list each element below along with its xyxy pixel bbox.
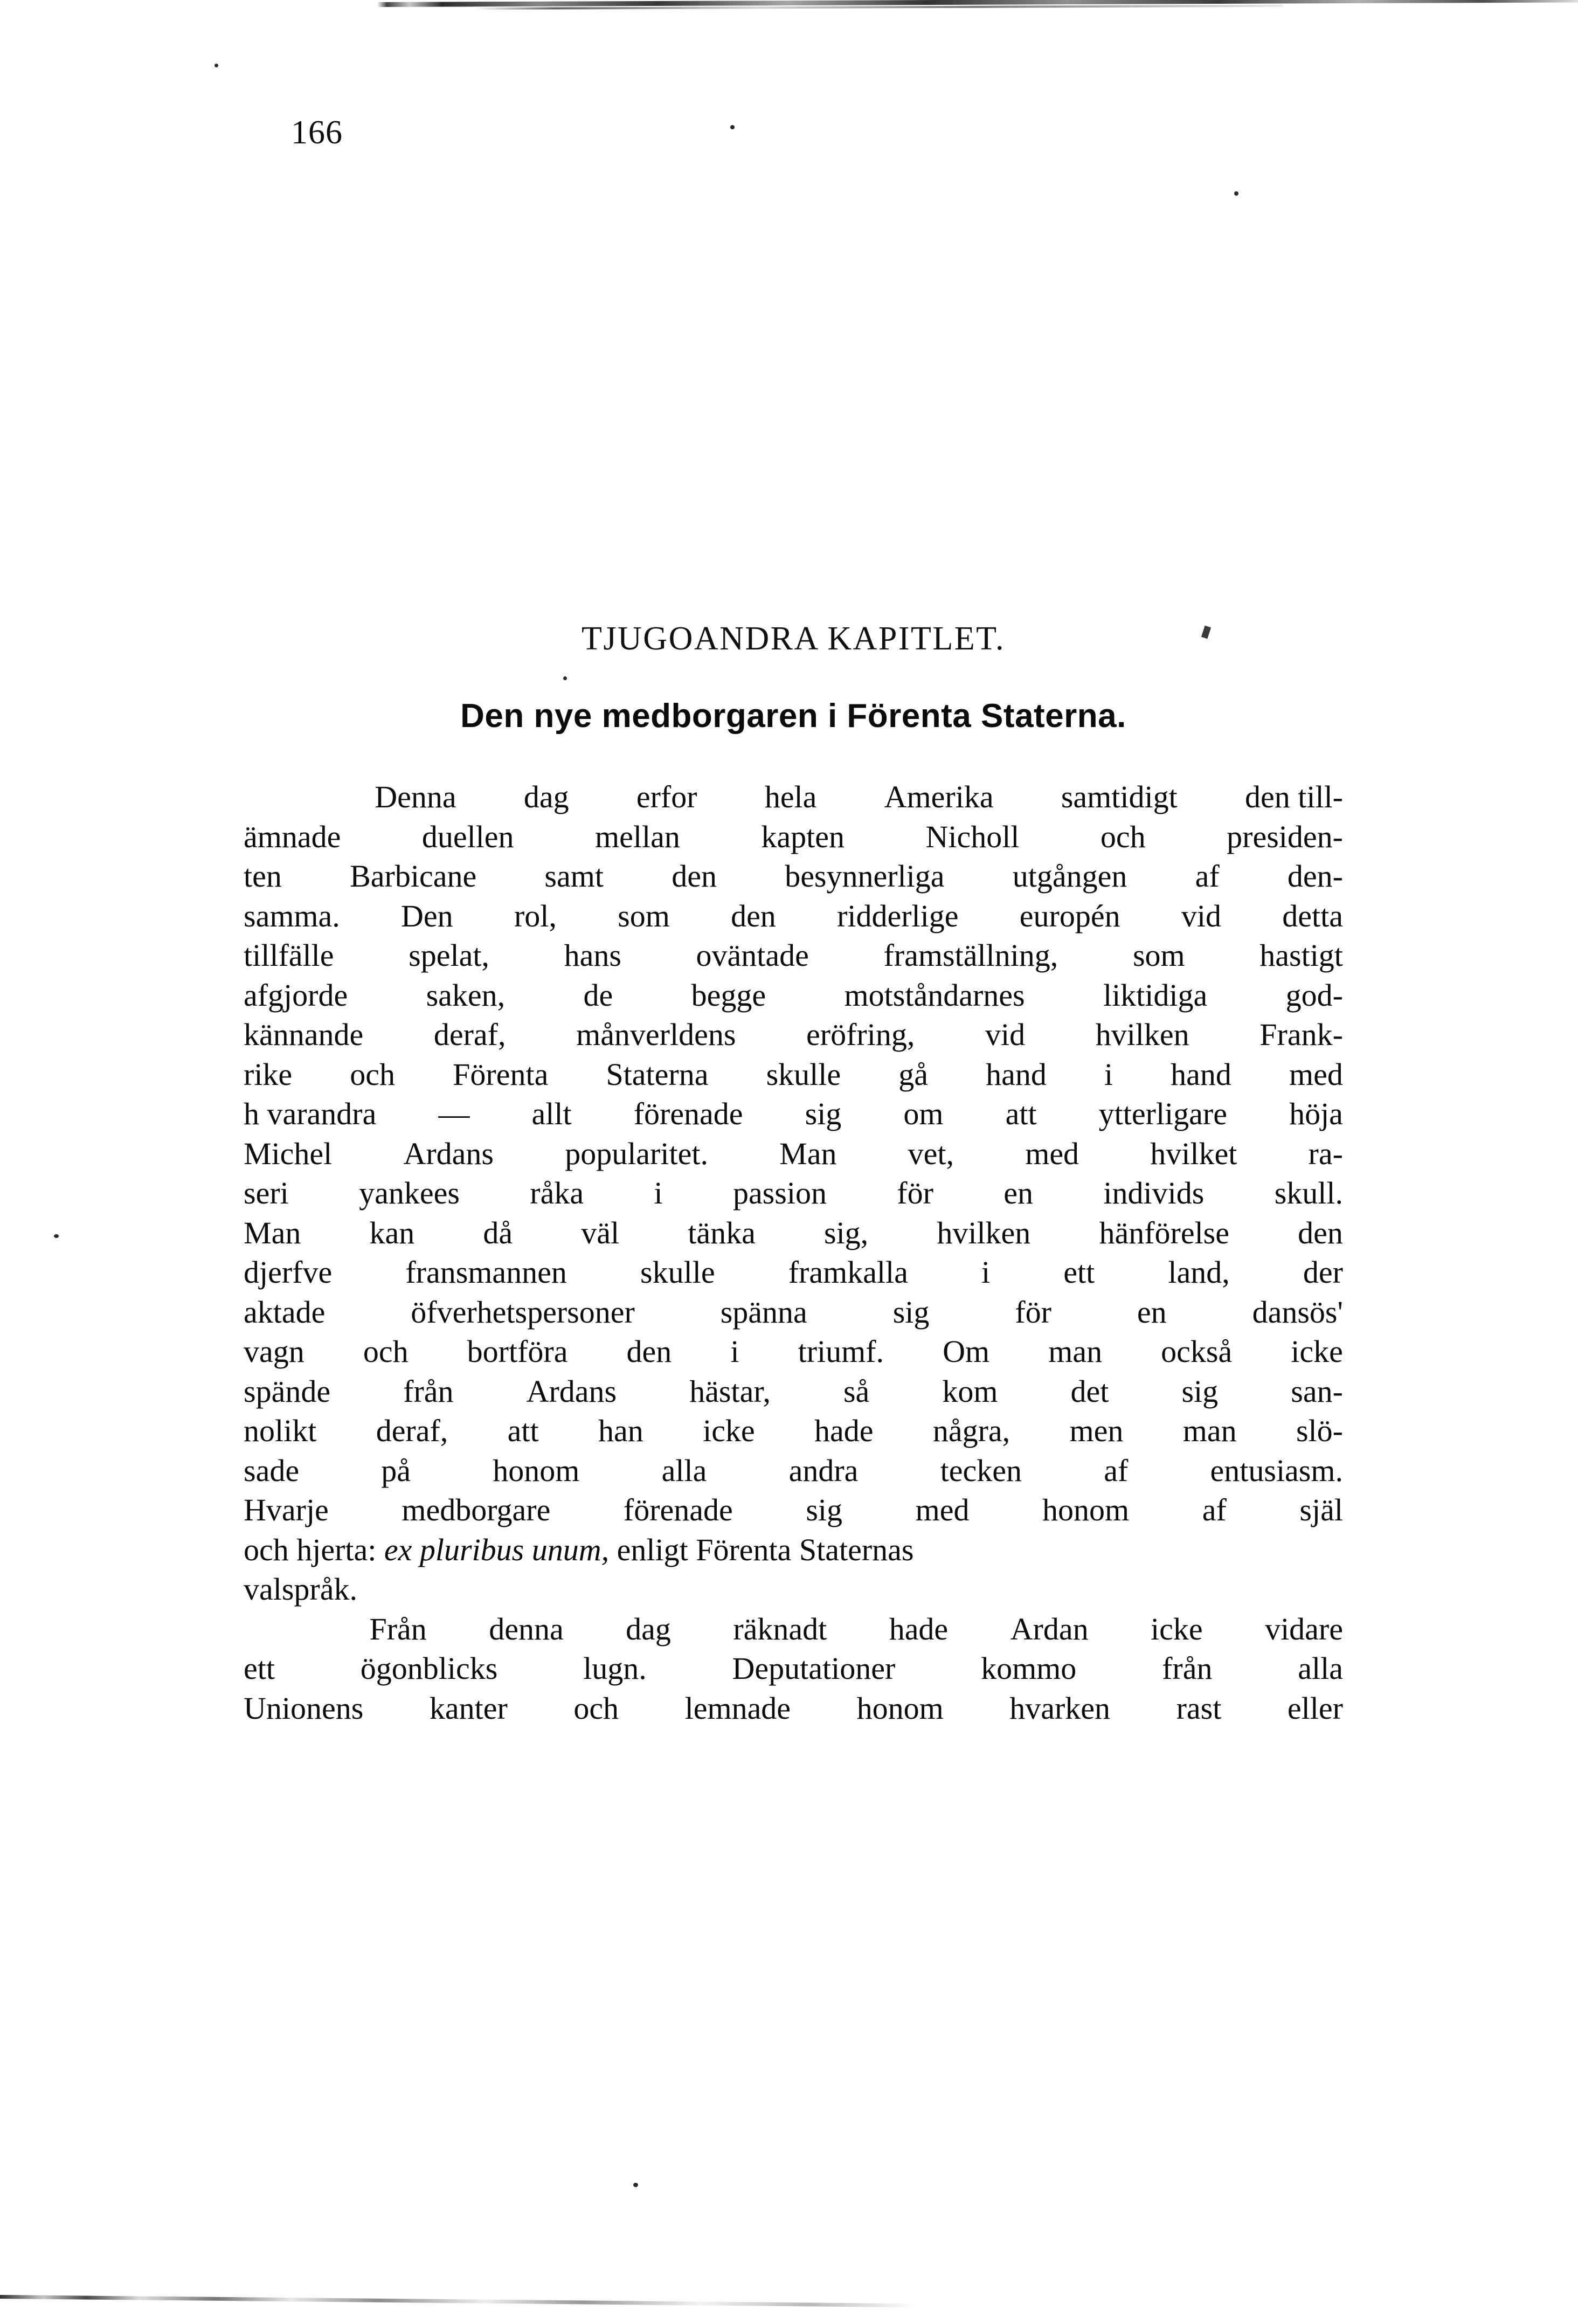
- word: erfor: [636, 779, 697, 814]
- word: hade: [889, 1611, 949, 1647]
- word: oväntade: [696, 938, 809, 973]
- word: spänna: [720, 1294, 807, 1330]
- word: Man: [244, 1215, 301, 1250]
- word: hänförelse: [1099, 1215, 1229, 1250]
- word: denna: [489, 1611, 564, 1647]
- word: tänka: [688, 1215, 756, 1250]
- word: tecken: [940, 1452, 1022, 1488]
- word: han: [598, 1413, 643, 1448]
- word: god-: [1285, 977, 1343, 1013]
- word: kan: [369, 1215, 415, 1250]
- word: med: [1289, 1056, 1343, 1092]
- text-line: [244, 1094, 1343, 1134]
- word: Denna: [375, 779, 456, 814]
- word: och hjerta:: [244, 1532, 384, 1567]
- word: Hvarje: [244, 1492, 329, 1527]
- text-line: [244, 1173, 1343, 1213]
- word: den: [1298, 1215, 1343, 1250]
- word: entusiasm.: [1210, 1452, 1343, 1488]
- word: kännande: [244, 1017, 364, 1052]
- word: vagn: [244, 1334, 304, 1369]
- word: hastigt: [1259, 938, 1343, 973]
- word: honom: [856, 1690, 944, 1726]
- word: icke: [1151, 1611, 1203, 1647]
- text-line: [244, 936, 1343, 976]
- word: eröfring,: [806, 1017, 915, 1052]
- word: skulle: [766, 1056, 841, 1092]
- word: månverldens: [576, 1017, 736, 1052]
- word: också: [1161, 1334, 1233, 1369]
- word: medborgare: [402, 1492, 551, 1527]
- word: vidare: [1265, 1611, 1343, 1647]
- word: popularitet.: [565, 1136, 708, 1171]
- word: och: [350, 1056, 396, 1092]
- latin-motto-italic: ex pluribus unum,: [384, 1532, 610, 1567]
- word: valspråk.: [244, 1572, 357, 1607]
- word: besynnerliga: [785, 859, 945, 894]
- word: ridderlige: [837, 898, 959, 933]
- word: och: [573, 1690, 619, 1726]
- word: då: [483, 1215, 513, 1250]
- word: Unionens: [244, 1690, 364, 1726]
- word: framställning,: [883, 938, 1058, 973]
- word: sig: [1181, 1373, 1219, 1409]
- word: af: [1202, 1492, 1227, 1527]
- word: höja: [1289, 1096, 1343, 1131]
- word: hand: [1171, 1056, 1231, 1092]
- word: förenade: [623, 1492, 733, 1527]
- text-line: [244, 1213, 1343, 1253]
- word: Ardans: [403, 1136, 494, 1171]
- word: ra-: [1308, 1136, 1343, 1171]
- word: skulle: [640, 1255, 715, 1290]
- paragraph-indent: [244, 1609, 307, 1649]
- text-line: [244, 1490, 1343, 1530]
- word: ett: [244, 1651, 275, 1686]
- word: man: [1048, 1334, 1103, 1369]
- text-line: [244, 896, 1343, 936]
- word: sig: [892, 1294, 930, 1330]
- scan-speck: [1234, 191, 1238, 196]
- word: presiden-: [1227, 819, 1343, 854]
- word: några,: [932, 1413, 1011, 1448]
- word: kom: [942, 1373, 998, 1409]
- word: sig: [805, 1096, 842, 1131]
- word: Ardans: [526, 1373, 617, 1409]
- text-line: [244, 1411, 1343, 1451]
- text-block: [244, 620, 1343, 1728]
- word: i: [1104, 1056, 1113, 1092]
- word: aktade: [244, 1294, 326, 1330]
- word: allt: [531, 1096, 572, 1131]
- word: att: [1005, 1096, 1037, 1131]
- word: tillfälle: [244, 938, 334, 973]
- word: spelat,: [409, 938, 489, 973]
- word: mellan: [595, 819, 680, 854]
- word: sade: [244, 1452, 300, 1488]
- word: gå: [898, 1056, 928, 1092]
- text-line: [244, 1015, 1343, 1055]
- word: Förenta: [453, 1056, 549, 1092]
- word: san-: [1291, 1373, 1343, 1409]
- word: öfverhetspersoner: [411, 1294, 635, 1330]
- word: den: [626, 1334, 672, 1369]
- word: Staterna: [606, 1056, 709, 1092]
- word: det: [1070, 1373, 1109, 1409]
- word: men: [1069, 1413, 1124, 1448]
- word: själ: [1299, 1492, 1343, 1527]
- paragraph-indent: [244, 777, 307, 817]
- text-line: [244, 1292, 1343, 1332]
- word: med: [915, 1492, 970, 1527]
- word: Från: [369, 1611, 427, 1647]
- word: kommo: [981, 1651, 1077, 1686]
- word: spände: [244, 1373, 331, 1409]
- word: vid: [1181, 898, 1221, 933]
- word: duellen: [421, 819, 514, 854]
- paragraph-one: [244, 777, 1343, 1609]
- word: individs: [1103, 1175, 1205, 1211]
- word: från: [403, 1373, 454, 1409]
- word: samma.: [244, 898, 340, 933]
- text-line: [244, 817, 1343, 857]
- scan-speck: [730, 125, 735, 129]
- word: alla: [1298, 1651, 1343, 1686]
- word: ytterligare: [1098, 1096, 1227, 1131]
- word: en: [1137, 1294, 1167, 1330]
- word: liktidiga: [1103, 977, 1208, 1013]
- word: hela: [764, 779, 817, 814]
- word: råka: [530, 1175, 584, 1211]
- text-line: [244, 1253, 1343, 1292]
- word: saken,: [426, 977, 506, 1013]
- word: andra: [788, 1452, 859, 1488]
- word: deraf,: [433, 1017, 506, 1052]
- word: lugn.: [583, 1651, 647, 1686]
- word: dag: [626, 1611, 671, 1647]
- word: der: [1303, 1255, 1343, 1290]
- word: h varandra: [244, 1096, 377, 1131]
- word: ögonblicks: [360, 1651, 498, 1686]
- text-line-latin-motto: [244, 1530, 1343, 1570]
- word: triumf.: [798, 1334, 884, 1369]
- word: sig,: [824, 1215, 869, 1250]
- word: motståndarnes: [844, 977, 1025, 1013]
- word: afgjorde: [244, 977, 348, 1013]
- word: vet,: [908, 1136, 954, 1171]
- word: hans: [564, 938, 621, 973]
- word: hvilken: [1095, 1017, 1189, 1052]
- word: hade: [814, 1413, 874, 1448]
- word: med: [1025, 1136, 1079, 1171]
- word: som: [618, 898, 670, 933]
- word: Nicholl: [925, 819, 1020, 854]
- word: slö-: [1296, 1413, 1343, 1448]
- text-line: [244, 1451, 1343, 1491]
- word: för: [897, 1175, 933, 1211]
- word: Ardan: [1010, 1611, 1089, 1647]
- word: och: [363, 1334, 409, 1369]
- word: hästar,: [689, 1373, 771, 1409]
- text-line: [244, 1569, 1343, 1609]
- word: rike: [244, 1056, 293, 1092]
- text-line: [244, 1372, 1343, 1412]
- word: Man: [779, 1136, 837, 1171]
- word: skull.: [1274, 1175, 1343, 1211]
- word: djerfve: [244, 1255, 333, 1290]
- word: dansös': [1252, 1294, 1343, 1330]
- scan-edge-artifact-bottom: [0, 2295, 916, 2307]
- word: Frank-: [1259, 1017, 1343, 1052]
- word: lemnade: [684, 1690, 791, 1726]
- word: på: [381, 1452, 411, 1488]
- word: seri: [244, 1175, 289, 1211]
- word: europén: [1019, 898, 1120, 933]
- word: för: [1015, 1294, 1051, 1330]
- word: väl: [581, 1215, 620, 1250]
- word: den: [731, 898, 776, 933]
- word: hand: [986, 1056, 1047, 1092]
- word: räknadt: [733, 1611, 827, 1647]
- word: vid: [985, 1017, 1026, 1052]
- word: af: [1195, 859, 1220, 894]
- word: kapten: [761, 819, 845, 854]
- paragraph-two: [244, 1609, 1343, 1728]
- text-line: [244, 1649, 1343, 1689]
- word: —: [438, 1096, 470, 1131]
- word: ett: [1063, 1255, 1095, 1290]
- word: land,: [1168, 1255, 1230, 1290]
- word: Barbicane: [350, 859, 477, 894]
- word: den-: [1287, 859, 1343, 894]
- word: af: [1104, 1452, 1129, 1488]
- word: yankees: [359, 1175, 460, 1211]
- word: förenade: [633, 1096, 743, 1131]
- word: Amerika: [884, 779, 994, 814]
- word: ten: [244, 859, 282, 894]
- word: honom: [493, 1452, 580, 1488]
- word: framkalla: [788, 1255, 908, 1290]
- word: en: [1003, 1175, 1034, 1211]
- text-line: [244, 1689, 1343, 1728]
- scan-speck: [214, 64, 218, 67]
- word: deraf,: [376, 1413, 448, 1448]
- word: hvilket: [1150, 1136, 1237, 1171]
- chapter-number-heading: TJUGOANDRA KAPITLET.: [582, 620, 1005, 657]
- word: alla: [661, 1452, 707, 1488]
- word: de: [583, 977, 613, 1013]
- word: rol,: [514, 898, 557, 933]
- scan-speck: [633, 2183, 638, 2187]
- word: ämnade: [244, 819, 341, 854]
- word: i: [654, 1175, 663, 1211]
- text-line: [244, 1332, 1343, 1372]
- word: Michel: [244, 1136, 333, 1171]
- word: passion: [732, 1175, 827, 1211]
- text-line: [244, 856, 1343, 896]
- word: Om: [943, 1334, 990, 1369]
- word: hvilken: [937, 1215, 1031, 1250]
- chapter-title-heading: Den nye medborgaren i Förenta Staterna.: [460, 697, 1126, 735]
- word: som: [1132, 938, 1185, 973]
- word: sig: [806, 1492, 843, 1527]
- word: nolikt: [244, 1413, 317, 1448]
- word: i: [730, 1334, 739, 1369]
- text-line: [244, 1055, 1343, 1095]
- word: dag: [523, 779, 569, 814]
- word: icke: [703, 1413, 755, 1448]
- word: hvarken: [1009, 1690, 1111, 1726]
- word: honom: [1042, 1492, 1130, 1527]
- word: icke: [1291, 1334, 1343, 1369]
- word: detta: [1282, 898, 1343, 933]
- text-line: [244, 777, 1343, 817]
- scan-speck: [54, 1234, 59, 1238]
- word: den till-: [1244, 779, 1343, 814]
- word: begge: [691, 977, 766, 1013]
- word: från: [1162, 1651, 1213, 1686]
- word: samtidigt: [1061, 779, 1178, 814]
- word: eller: [1287, 1690, 1343, 1726]
- word: samt: [544, 859, 604, 894]
- word: enligt Förenta Staternas: [609, 1532, 914, 1567]
- word: utgången: [1012, 859, 1127, 894]
- word: bortföra: [467, 1334, 568, 1369]
- word: den: [672, 859, 717, 894]
- word: rast: [1176, 1690, 1222, 1726]
- page-number: 166: [291, 114, 343, 151]
- word: i: [981, 1255, 991, 1290]
- word: och: [1100, 819, 1146, 854]
- word: att: [507, 1413, 539, 1448]
- word: fransmannen: [405, 1255, 567, 1290]
- word: Deputationer: [732, 1651, 896, 1686]
- word: om: [903, 1096, 944, 1131]
- word: Den: [401, 898, 453, 933]
- word: så: [843, 1373, 870, 1409]
- text-line: [244, 976, 1343, 1015]
- text-line: [244, 1609, 1343, 1649]
- text-line: [244, 1134, 1343, 1174]
- word: man: [1182, 1413, 1237, 1448]
- word: kanter: [429, 1690, 508, 1726]
